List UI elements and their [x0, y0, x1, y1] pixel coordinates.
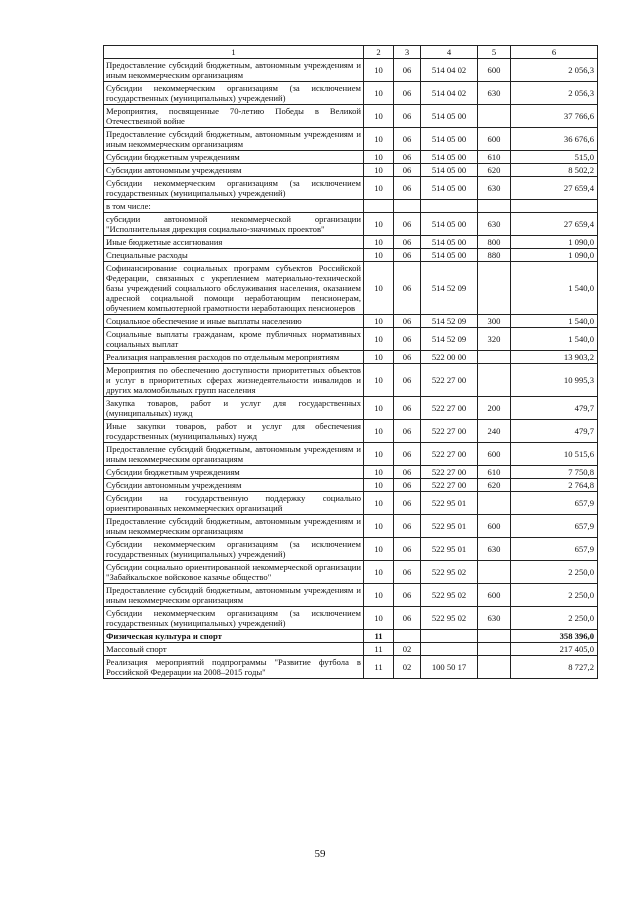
row-expense-type: 630: [478, 538, 511, 561]
row-name: Социальные выплаты гражданам, кроме публичных нормативных социальных выплат: [104, 328, 364, 351]
row-expense-type: 600: [478, 59, 511, 82]
row-name: Субсидии некоммерческим организациям (за исключением государственных (муниципальных) учреждений): [104, 538, 364, 561]
row-target-code: 522 95 01: [421, 515, 478, 538]
row-expense-type: 630: [478, 607, 511, 630]
row-name: Предоставление субсидий бюджетным, автономным учреждениям и иным некоммерческим организациям: [104, 443, 364, 466]
row-expense-type: 800: [478, 236, 511, 249]
table-row: [104, 492, 598, 515]
row-chapter: 10: [364, 82, 394, 105]
row-subsection: 06: [394, 607, 421, 630]
row-target-code: 522 95 01: [421, 538, 478, 561]
row-amount: 2 250,0: [511, 607, 598, 630]
row-expense-type: 300: [478, 315, 511, 328]
row-amount: 657,9: [511, 515, 598, 538]
row-target-code: 522 27 00: [421, 443, 478, 466]
row-name: Социальное обеспечение и иные выплаты населению: [104, 315, 364, 328]
row-amount: [511, 200, 598, 213]
row-target-code: 522 27 00: [421, 420, 478, 443]
row-name: Предоставление субсидий бюджетным, автономным учреждениям и иным некоммерческим организациям: [104, 515, 364, 538]
row-chapter: 11: [364, 643, 394, 656]
page-number: 59: [314, 848, 326, 860]
row-chapter: 10: [364, 466, 394, 479]
row-amount: 2 250,0: [511, 584, 598, 607]
row-chapter: 10: [364, 364, 394, 397]
row-chapter: 10: [364, 443, 394, 466]
row-amount: 27 659,4: [511, 177, 598, 200]
row-chapter: 11: [364, 656, 394, 679]
table-body: [104, 59, 598, 679]
header-col-5: 5: [478, 46, 511, 59]
row-subsection: [394, 630, 421, 643]
row-subsection: 06: [394, 164, 421, 177]
row-amount: 2 764,8: [511, 479, 598, 492]
row-amount: 657,9: [511, 538, 598, 561]
row-target-code: [421, 643, 478, 656]
row-amount: 27 659,4: [511, 213, 598, 236]
row-amount: 2 056,3: [511, 59, 598, 82]
row-chapter: 10: [364, 561, 394, 584]
row-chapter: 10: [364, 538, 394, 561]
row-name: Субсидии некоммерческим организациям (за исключением государственных (муниципальных) учреждений): [104, 82, 364, 105]
header-col-2: 2: [364, 46, 394, 59]
row-expense-type: 620: [478, 479, 511, 492]
row-subsection: 06: [394, 397, 421, 420]
row-chapter: 10: [364, 351, 394, 364]
row-target-code: 522 95 01: [421, 492, 478, 515]
table-row: [104, 213, 598, 236]
table-row: [104, 315, 598, 328]
row-name: Физическая культура и спорт: [104, 630, 364, 643]
row-name: в том числе:: [104, 200, 364, 213]
row-expense-type: 610: [478, 151, 511, 164]
row-amount: 358 396,0: [511, 630, 598, 643]
row-target-code: 514 05 00: [421, 236, 478, 249]
row-chapter: 10: [364, 164, 394, 177]
row-name: Реализация мероприятий подпрограммы "Развитие футбола в Российской Федерации на 2008–2015 годы": [104, 656, 364, 679]
row-expense-type: [478, 351, 511, 364]
row-expense-type: [478, 364, 511, 397]
row-amount: 7 750,8: [511, 466, 598, 479]
row-chapter: 10: [364, 397, 394, 420]
table-row: [104, 151, 598, 164]
table-row: [104, 364, 598, 397]
row-name: Закупка товаров, работ и услуг для государственных (муниципальных) нужд: [104, 397, 364, 420]
row-amount: 2 250,0: [511, 561, 598, 584]
row-amount: 8 727,2: [511, 656, 598, 679]
row-name: Субсидии на государственную поддержку социально ориентированных некоммерческих организаций: [104, 492, 364, 515]
row-subsection: 06: [394, 151, 421, 164]
row-target-code: 514 05 00: [421, 177, 478, 200]
row-subsection: 06: [394, 466, 421, 479]
row-name: Специальные расходы: [104, 249, 364, 262]
row-name: Субсидии бюджетным учреждениям: [104, 466, 364, 479]
table-row: [104, 607, 598, 630]
row-amount: 10 515,6: [511, 443, 598, 466]
row-expense-type: 600: [478, 128, 511, 151]
row-amount: 1 540,0: [511, 328, 598, 351]
row-expense-type: 620: [478, 164, 511, 177]
row-chapter: 10: [364, 515, 394, 538]
table-row: [104, 59, 598, 82]
row-target-code: 514 05 00: [421, 249, 478, 262]
row-expense-type: 630: [478, 177, 511, 200]
table-row: [104, 656, 598, 679]
row-expense-type: [478, 630, 511, 643]
row-target-code: 522 27 00: [421, 364, 478, 397]
row-amount: 8 502,2: [511, 164, 598, 177]
row-expense-type: 320: [478, 328, 511, 351]
row-name: Субсидии социально ориентированной некоммерческой организации "Забайкальское войсковое казачье общество": [104, 561, 364, 584]
table-row: [104, 105, 598, 128]
row-amount: 657,9: [511, 492, 598, 515]
row-amount: 1 540,0: [511, 262, 598, 315]
row-chapter: 10: [364, 607, 394, 630]
table-row: [104, 420, 598, 443]
row-expense-type: [478, 492, 511, 515]
row-chapter: 10: [364, 479, 394, 492]
table-row: [104, 479, 598, 492]
row-target-code: 514 04 02: [421, 59, 478, 82]
table-row: [104, 630, 598, 643]
row-amount: 37 766,6: [511, 105, 598, 128]
row-subsection: 06: [394, 479, 421, 492]
row-target-code: 522 95 02: [421, 561, 478, 584]
table-row: [104, 249, 598, 262]
table-header-row: [104, 46, 598, 59]
row-name: Мероприятия по обеспечению доступности приоритетных объектов и услуг в приоритетных сферах жизнедеятельности инвалидов и других маломобильных групп населения: [104, 364, 364, 397]
row-name: Мероприятия, посвященные 70-летию Победы в Великой Отечественной войне: [104, 105, 364, 128]
table-row: [104, 584, 598, 607]
row-target-code: 514 05 00: [421, 213, 478, 236]
row-amount: 10 995,3: [511, 364, 598, 397]
row-expense-type: 200: [478, 397, 511, 420]
row-chapter: 10: [364, 420, 394, 443]
table-row: [104, 164, 598, 177]
row-subsection: 06: [394, 315, 421, 328]
table-row: [104, 443, 598, 466]
row-name: Иные закупки товаров, работ и услуг для обеспечения государственных (муниципальных) нужд: [104, 420, 364, 443]
row-subsection: 06: [394, 364, 421, 397]
table-row: [104, 262, 598, 315]
row-subsection: 06: [394, 236, 421, 249]
row-target-code: 514 05 00: [421, 164, 478, 177]
table-row: [104, 200, 598, 213]
row-expense-type: 610: [478, 466, 511, 479]
row-name: Предоставление субсидий бюджетным, автономным учреждениям и иным некоммерческим организациям: [104, 128, 364, 151]
row-name: Субсидии автономным учреждениям: [104, 164, 364, 177]
row-subsection: 06: [394, 420, 421, 443]
row-target-code: 522 95 02: [421, 607, 478, 630]
row-chapter: 10: [364, 105, 394, 128]
row-chapter: 10: [364, 262, 394, 315]
budget-table-sheet: [103, 45, 597, 679]
row-name: Предоставление субсидий бюджетным, автономным учреждениям и иным некоммерческим организациям: [104, 59, 364, 82]
table-row: [104, 177, 598, 200]
row-chapter: 10: [364, 151, 394, 164]
row-target-code: 522 95 02: [421, 584, 478, 607]
row-expense-type: 600: [478, 584, 511, 607]
table-row: [104, 538, 598, 561]
row-target-code: 514 04 02: [421, 82, 478, 105]
row-chapter: 10: [364, 249, 394, 262]
row-amount: 13 903,2: [511, 351, 598, 364]
row-chapter: 10: [364, 584, 394, 607]
row-subsection: 06: [394, 177, 421, 200]
row-subsection: 02: [394, 643, 421, 656]
row-chapter: 10: [364, 328, 394, 351]
row-target-code: 522 27 00: [421, 397, 478, 420]
row-target-code: 522 27 00: [421, 466, 478, 479]
header-col-4: 4: [421, 46, 478, 59]
row-amount: 515,0: [511, 151, 598, 164]
row-expense-type: 880: [478, 249, 511, 262]
row-amount: 36 676,6: [511, 128, 598, 151]
row-subsection: [394, 200, 421, 213]
row-name: Субсидии автономным учреждениям: [104, 479, 364, 492]
header-col-1: 1: [104, 46, 364, 59]
row-amount: 2 056,3: [511, 82, 598, 105]
table-row: [104, 82, 598, 105]
row-subsection: 06: [394, 584, 421, 607]
row-target-code: 514 52 09: [421, 262, 478, 315]
row-expense-type: [478, 656, 511, 679]
header-col-3: 3: [394, 46, 421, 59]
row-chapter: 10: [364, 177, 394, 200]
row-chapter: [364, 200, 394, 213]
row-subsection: 06: [394, 213, 421, 236]
row-subsection: 02: [394, 656, 421, 679]
row-target-code: 514 52 09: [421, 315, 478, 328]
row-target-code: [421, 630, 478, 643]
row-name: Предоставление субсидий бюджетным, автономным учреждениям и иным некоммерческим организациям: [104, 584, 364, 607]
row-subsection: 06: [394, 443, 421, 466]
table-row: [104, 561, 598, 584]
row-name: субсидии автономной некоммерческой организации "Исполнительная дирекция социально-значимых проектов": [104, 213, 364, 236]
row-chapter: 10: [364, 213, 394, 236]
row-target-code: 514 05 00: [421, 105, 478, 128]
row-subsection: 06: [394, 351, 421, 364]
row-expense-type: [478, 200, 511, 213]
row-expense-type: [478, 105, 511, 128]
row-subsection: 06: [394, 82, 421, 105]
table-row: [104, 466, 598, 479]
table-row: [104, 515, 598, 538]
row-target-code: [421, 200, 478, 213]
row-expense-type: [478, 262, 511, 315]
row-name: Субсидии бюджетным учреждениям: [104, 151, 364, 164]
row-expense-type: [478, 561, 511, 584]
row-name: Массовый спорт: [104, 643, 364, 656]
row-subsection: 06: [394, 328, 421, 351]
row-chapter: 10: [364, 492, 394, 515]
row-amount: 479,7: [511, 420, 598, 443]
row-name: Софинансирование социальных программ субъектов Российской Федерации, связанных с укреплением материально-технической базы учреждений социального обслуживания населения, оказанием адресной социальной помощи неработающим пенсионерам, обучением компьютерной грамотности неработающих пенсионеров: [104, 262, 364, 315]
row-subsection: 06: [394, 538, 421, 561]
row-name: Субсидии некоммерческим организациям (за исключением государственных (муниципальных) учреждений): [104, 177, 364, 200]
row-chapter: 11: [364, 630, 394, 643]
row-amount: 479,7: [511, 397, 598, 420]
row-name: Субсидии некоммерческим организациям (за исключением государственных (муниципальных) учреждений): [104, 607, 364, 630]
row-amount: 217 405,0: [511, 643, 598, 656]
table-row: [104, 351, 598, 364]
row-target-code: 522 27 00: [421, 479, 478, 492]
row-subsection: 06: [394, 492, 421, 515]
row-subsection: 06: [394, 128, 421, 151]
table-row: [104, 236, 598, 249]
row-target-code: 514 05 00: [421, 128, 478, 151]
row-expense-type: 630: [478, 213, 511, 236]
budget-table: [103, 45, 598, 679]
row-target-code: 514 05 00: [421, 151, 478, 164]
row-expense-type: [478, 643, 511, 656]
row-subsection: 06: [394, 105, 421, 128]
row-name: Иные бюджетные ассигнования: [104, 236, 364, 249]
row-amount: 1 090,0: [511, 236, 598, 249]
row-expense-type: 240: [478, 420, 511, 443]
row-name: Реализация направления расходов по отдельным мероприятиям: [104, 351, 364, 364]
row-expense-type: 630: [478, 82, 511, 105]
table-row: [104, 128, 598, 151]
row-chapter: 10: [364, 315, 394, 328]
row-target-code: 522 00 00: [421, 351, 478, 364]
row-expense-type: 600: [478, 515, 511, 538]
row-subsection: 06: [394, 561, 421, 584]
row-amount: 1 540,0: [511, 315, 598, 328]
table-row: [104, 328, 598, 351]
header-col-6: 6: [511, 46, 598, 59]
row-amount: 1 090,0: [511, 249, 598, 262]
row-chapter: 10: [364, 128, 394, 151]
table-row: [104, 643, 598, 656]
row-expense-type: 600: [478, 443, 511, 466]
row-subsection: 06: [394, 249, 421, 262]
row-subsection: 06: [394, 262, 421, 315]
row-subsection: 06: [394, 59, 421, 82]
row-target-code: 100 50 17: [421, 656, 478, 679]
row-target-code: 514 52 09: [421, 328, 478, 351]
row-chapter: 10: [364, 236, 394, 249]
table-row: [104, 397, 598, 420]
row-chapter: 10: [364, 59, 394, 82]
row-subsection: 06: [394, 515, 421, 538]
